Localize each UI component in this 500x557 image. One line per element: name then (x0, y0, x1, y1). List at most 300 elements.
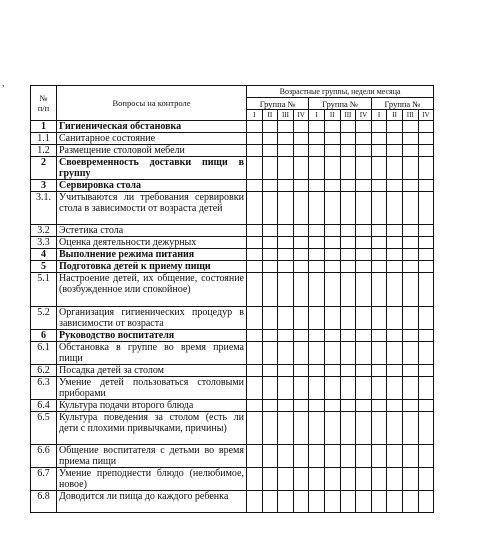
week-cell (340, 261, 356, 273)
week-cell (309, 261, 325, 273)
week-cell (418, 192, 434, 225)
row-question: Санитарное состояние (57, 133, 247, 145)
week-cell (309, 444, 325, 467)
week-cell (293, 364, 309, 376)
table-row (31, 411, 434, 444)
week-header: III (278, 110, 294, 121)
week-cell (309, 306, 325, 329)
week-cell (387, 261, 403, 273)
week-cell (278, 467, 294, 490)
week-cell (356, 225, 372, 237)
row-question: Оценка деятельности дежурных (57, 237, 247, 249)
week-cell (402, 249, 418, 261)
table-row (31, 306, 434, 329)
week-cell (293, 249, 309, 261)
week-cell (387, 157, 403, 180)
week-cell (324, 329, 340, 341)
week-cell (293, 273, 309, 306)
week-cell (309, 490, 325, 512)
row-number: 3.1. (31, 192, 57, 225)
week-cell (278, 225, 294, 237)
week-cell (340, 180, 356, 192)
week-cell (278, 411, 294, 444)
week-cell (387, 490, 403, 512)
week-cell (356, 273, 372, 306)
week-cell (402, 145, 418, 157)
week-cell (247, 237, 263, 249)
week-cell (324, 411, 340, 444)
table-row (31, 145, 434, 157)
week-cell (324, 180, 340, 192)
week-cell (387, 121, 403, 133)
week-cell (309, 467, 325, 490)
week-cell (371, 249, 387, 261)
week-cell (356, 444, 372, 467)
week-cell (340, 490, 356, 512)
week-cell (387, 399, 403, 411)
week-cell (309, 180, 325, 192)
week-cell (356, 364, 372, 376)
week-cell (247, 180, 263, 192)
week-cell (371, 237, 387, 249)
week-cell (371, 273, 387, 306)
week-cell (262, 306, 278, 329)
week-cell (418, 411, 434, 444)
week-cell (340, 249, 356, 261)
week-cell (293, 121, 309, 133)
week-cell (371, 490, 387, 512)
row-number: 3.3 (31, 237, 57, 249)
side-mark: , (2, 78, 5, 88)
row-question: Культура поведения за столом (есть ли дети с плохими привычками, причины) (57, 411, 247, 444)
week-cell (247, 249, 263, 261)
week-cell (371, 192, 387, 225)
week-cell (402, 399, 418, 411)
table-row (31, 490, 434, 512)
week-cell (356, 192, 372, 225)
week-cell (247, 145, 263, 157)
week-cell (356, 376, 372, 399)
week-header: II (262, 110, 278, 121)
week-cell (262, 249, 278, 261)
week-cell (247, 192, 263, 225)
week-cell (418, 444, 434, 467)
week-cell (356, 261, 372, 273)
week-cell (340, 411, 356, 444)
section-row (31, 121, 434, 133)
table-row (31, 364, 434, 376)
week-cell (356, 467, 372, 490)
week-cell (278, 306, 294, 329)
week-cell (418, 467, 434, 490)
week-cell (278, 192, 294, 225)
row-number: 6.4 (31, 399, 57, 411)
week-cell (324, 225, 340, 237)
row-number: 6.3 (31, 376, 57, 399)
week-cell (278, 157, 294, 180)
week-cell (371, 341, 387, 364)
week-cell (262, 180, 278, 192)
week-cell (293, 306, 309, 329)
week-cell (356, 121, 372, 133)
week-cell (293, 329, 309, 341)
week-cell (340, 121, 356, 133)
row-number: 5 (31, 261, 57, 273)
week-cell (324, 133, 340, 145)
week-cell (356, 306, 372, 329)
week-cell (247, 121, 263, 133)
group-header-3: Группа № (371, 98, 433, 110)
week-cell (247, 411, 263, 444)
week-cell (402, 329, 418, 341)
week-header: I (247, 110, 263, 121)
week-header: II (387, 110, 403, 121)
week-cell (371, 145, 387, 157)
week-cell (293, 225, 309, 237)
week-cell (324, 306, 340, 329)
week-cell (324, 467, 340, 490)
table-row (31, 225, 434, 237)
week-cell (293, 467, 309, 490)
week-cell (340, 306, 356, 329)
week-cell (340, 133, 356, 145)
row-question: Умение преподнести блюдо (нелюбимое, новое) (57, 467, 247, 490)
week-header: IV (356, 110, 372, 121)
week-cell (402, 341, 418, 364)
week-header: I (309, 110, 325, 121)
week-cell (309, 249, 325, 261)
week-cell (387, 341, 403, 364)
week-cell (356, 399, 372, 411)
week-cell (356, 249, 372, 261)
week-cell (247, 341, 263, 364)
row-number: 5.2 (31, 306, 57, 329)
row-question: Размещение столовой мебели (57, 145, 247, 157)
table-row (31, 341, 434, 364)
row-number: 6.2 (31, 364, 57, 376)
week-cell (278, 444, 294, 467)
week-cell (340, 341, 356, 364)
week-cell (356, 133, 372, 145)
week-header: II (324, 110, 340, 121)
section-row (31, 261, 434, 273)
week-cell (356, 145, 372, 157)
week-cell (371, 411, 387, 444)
week-cell (402, 273, 418, 306)
week-cell (340, 399, 356, 411)
row-number: 3 (31, 180, 57, 192)
week-cell (293, 376, 309, 399)
week-cell (262, 121, 278, 133)
week-cell (309, 133, 325, 145)
week-cell (262, 376, 278, 399)
week-cell (309, 341, 325, 364)
row-question: Общение воспитателя с детьми во время приема пищи (57, 444, 247, 467)
week-cell (387, 376, 403, 399)
week-cell (371, 261, 387, 273)
week-cell (247, 306, 263, 329)
week-cell (402, 157, 418, 180)
week-cell (371, 121, 387, 133)
section-row (31, 157, 434, 180)
week-cell (387, 444, 403, 467)
table-body (31, 121, 434, 513)
row-number: 6.1 (31, 341, 57, 364)
section-row (31, 180, 434, 192)
week-cell (247, 273, 263, 306)
week-cell (247, 157, 263, 180)
week-cell (324, 341, 340, 364)
week-cell (371, 444, 387, 467)
week-cell (418, 490, 434, 512)
week-cell (371, 133, 387, 145)
week-cell (278, 341, 294, 364)
week-cell (247, 467, 263, 490)
week-cell (293, 490, 309, 512)
week-cell (262, 273, 278, 306)
row-question: Своевременность доставки пищи в группу (57, 157, 247, 180)
week-cell (247, 444, 263, 467)
row-question: Обстановка в группе во время приема пищи (57, 341, 247, 364)
week-cell (293, 157, 309, 180)
week-cell (356, 341, 372, 364)
week-cell (418, 180, 434, 192)
week-cell (402, 133, 418, 145)
week-cell (418, 157, 434, 180)
row-number: 6.5 (31, 411, 57, 444)
week-cell (262, 411, 278, 444)
week-cell (309, 192, 325, 225)
row-number: 1.2 (31, 145, 57, 157)
week-cell (324, 121, 340, 133)
week-cell (262, 157, 278, 180)
row-question: Организация гигиенических процедур в зависимости от возраста (57, 306, 247, 329)
week-cell (324, 192, 340, 225)
week-cell (324, 273, 340, 306)
week-cell (402, 306, 418, 329)
week-cell (278, 399, 294, 411)
week-cell (324, 490, 340, 512)
week-cell (387, 225, 403, 237)
week-cell (293, 133, 309, 145)
week-cell (418, 273, 434, 306)
row-question: Подготовка детей к приему пищи (57, 261, 247, 273)
week-cell (402, 192, 418, 225)
week-cell (371, 157, 387, 180)
week-cell (262, 364, 278, 376)
week-cell (278, 376, 294, 399)
week-cell (387, 306, 403, 329)
week-cell (278, 249, 294, 261)
week-cell (371, 399, 387, 411)
week-cell (324, 249, 340, 261)
week-cell (293, 237, 309, 249)
week-cell (324, 399, 340, 411)
week-cell (387, 192, 403, 225)
control-table (30, 85, 434, 513)
week-cell (262, 341, 278, 364)
week-cell (402, 444, 418, 467)
week-cell (402, 261, 418, 273)
week-cell (278, 364, 294, 376)
row-number: 6.7 (31, 467, 57, 490)
week-cell (387, 329, 403, 341)
week-cell (340, 444, 356, 467)
row-question: Доводится ли пища до каждого ребенка (57, 490, 247, 512)
week-cell (278, 273, 294, 306)
week-cell (340, 329, 356, 341)
week-cell (387, 364, 403, 376)
week-cell (371, 329, 387, 341)
week-cell (402, 467, 418, 490)
week-cell (309, 411, 325, 444)
section-row (31, 249, 434, 261)
week-cell (340, 273, 356, 306)
week-header: I (371, 110, 387, 121)
week-cell (247, 490, 263, 512)
week-cell (247, 364, 263, 376)
table-row (31, 192, 434, 225)
week-cell (309, 145, 325, 157)
week-cell (262, 467, 278, 490)
row-number: 6.8 (31, 490, 57, 512)
week-cell (371, 467, 387, 490)
row-question: Эстетика стола (57, 225, 247, 237)
week-cell (324, 145, 340, 157)
week-cell (356, 490, 372, 512)
week-cell (293, 399, 309, 411)
week-cell (309, 225, 325, 237)
week-header: IV (418, 110, 434, 121)
row-number: 6.6 (31, 444, 57, 467)
week-cell (309, 329, 325, 341)
week-cell (247, 133, 263, 145)
week-cell (309, 121, 325, 133)
week-cell (247, 376, 263, 399)
week-cell (309, 364, 325, 376)
week-cell (387, 237, 403, 249)
col-header-question: Вопросы на контроле (57, 86, 247, 121)
week-cell (262, 237, 278, 249)
table-row (31, 444, 434, 467)
week-cell (293, 180, 309, 192)
week-cell (324, 237, 340, 249)
week-cell (247, 399, 263, 411)
week-cell (324, 364, 340, 376)
week-cell (418, 133, 434, 145)
week-cell (262, 133, 278, 145)
week-cell (293, 145, 309, 157)
table-row (31, 399, 434, 411)
week-cell (293, 261, 309, 273)
week-cell (262, 490, 278, 512)
week-cell (418, 329, 434, 341)
table-row (31, 237, 434, 249)
week-cell (340, 145, 356, 157)
week-cell (278, 180, 294, 192)
week-cell (402, 376, 418, 399)
week-cell (418, 121, 434, 133)
week-cell (262, 399, 278, 411)
table-row (31, 376, 434, 399)
week-cell (387, 411, 403, 444)
week-cell (278, 490, 294, 512)
row-number: 1 (31, 121, 57, 133)
week-header: IV (293, 110, 309, 121)
week-cell (356, 180, 372, 192)
week-cell (402, 364, 418, 376)
week-cell (309, 273, 325, 306)
row-question: Руководство воспитателя (57, 329, 247, 341)
col-header-num: № п/п (31, 86, 57, 121)
week-cell (309, 157, 325, 180)
week-header: III (340, 110, 356, 121)
week-header: III (402, 110, 418, 121)
week-cell (340, 225, 356, 237)
row-number: 6 (31, 329, 57, 341)
group-header-1: Группа № (247, 98, 309, 110)
week-cell (418, 225, 434, 237)
row-question: Культура подачи второго блюда (57, 399, 247, 411)
week-cell (309, 399, 325, 411)
week-cell (387, 249, 403, 261)
week-cell (324, 444, 340, 467)
week-cell (262, 145, 278, 157)
week-cell (402, 490, 418, 512)
week-cell (247, 261, 263, 273)
week-cell (340, 237, 356, 249)
week-cell (340, 157, 356, 180)
week-cell (340, 467, 356, 490)
week-cell (262, 192, 278, 225)
week-cell (278, 261, 294, 273)
table-row (31, 467, 434, 490)
week-cell (324, 376, 340, 399)
week-cell (356, 329, 372, 341)
row-number: 1.1 (31, 133, 57, 145)
week-cell (418, 341, 434, 364)
col-header-age-groups: Возрастные группы, недели месяца (247, 86, 434, 98)
week-cell (262, 444, 278, 467)
row-question: Посадка детей за столом (57, 364, 247, 376)
week-cell (418, 237, 434, 249)
week-cell (340, 364, 356, 376)
week-cell (387, 145, 403, 157)
week-cell (309, 237, 325, 249)
week-cell (418, 261, 434, 273)
week-cell (371, 180, 387, 192)
table-row (31, 273, 434, 306)
week-cell (387, 467, 403, 490)
week-cell (371, 306, 387, 329)
week-cell (324, 261, 340, 273)
row-number: 2 (31, 157, 57, 180)
week-cell (371, 225, 387, 237)
week-cell (247, 329, 263, 341)
row-number: 5.1 (31, 273, 57, 306)
week-cell (418, 364, 434, 376)
week-cell (278, 133, 294, 145)
week-cell (262, 225, 278, 237)
week-cell (387, 180, 403, 192)
week-cell (278, 329, 294, 341)
row-question: Выполнение режима питания (57, 249, 247, 261)
row-question: Умение детей пользоваться столовыми приборами (57, 376, 247, 399)
week-cell (418, 376, 434, 399)
week-cell (402, 237, 418, 249)
week-cell (278, 121, 294, 133)
week-cell (293, 444, 309, 467)
